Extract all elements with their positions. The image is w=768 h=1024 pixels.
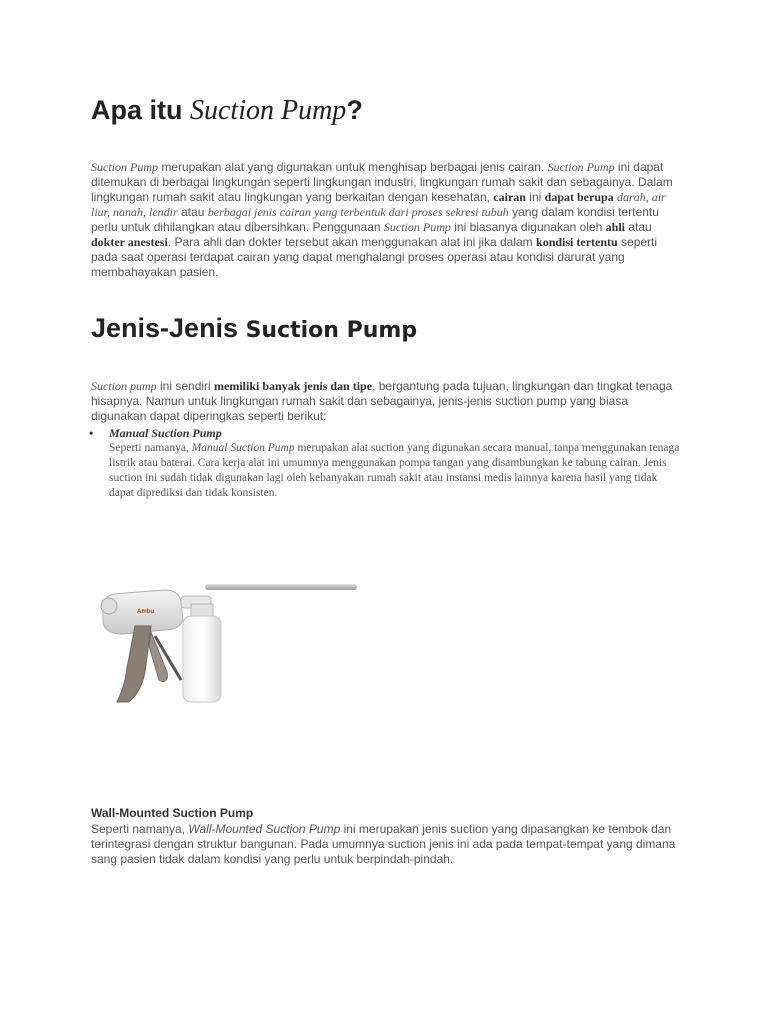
intro-term: Suction Pump bbox=[383, 220, 451, 234]
title-suffix: ? bbox=[346, 95, 363, 125]
types-text: , bergantung pada tujuan, lingkungan dan tingkat tenaga hisapnya. Namun untuk lingkungan rumah sakit dan sebagainya, jenis-jenis suction pump yang biasa digunakan dapat diperingkas seperti berikut: bbox=[91, 379, 673, 423]
wall-mounted-title: Wall-Mounted Suction Pump bbox=[91, 806, 254, 820]
intro-bold: dapat berupa bbox=[544, 190, 614, 204]
section-heading-sub: Suction Pump bbox=[245, 318, 418, 343]
product-label: Ambu bbox=[137, 609, 154, 615]
manual-suction-pump-image bbox=[95, 576, 359, 716]
intro-paragraph bbox=[91, 160, 681, 280]
types-intro-paragraph bbox=[91, 379, 681, 424]
types-text: ini sendiri bbox=[156, 379, 215, 393]
intro-bold: kondisi tertentu bbox=[536, 235, 618, 249]
types-list bbox=[91, 426, 681, 501]
intro-text: yang dalam kondisi tertentu perlu untuk dihilangkan atau dibersihkan. Penggunaan bbox=[91, 205, 659, 234]
title-italic: Suction Pump bbox=[190, 95, 347, 126]
intro-text: . Para ahli dan dokter tersebut akan menggunakan alat ini jika dalam bbox=[167, 235, 537, 249]
manual-text: merupakan alat suction yang digunakan secara manual, tanpa menggunakan tenaga listrik atau baterai. Cara kerja alat ini umumnya menggunakan pompa tangan yang disambungkan ke tabung cairan. Jenis suction ini sudah tidak digunakan lagi oleh kebanyakan rumah sakit atau instansi medis lainnya karena hasil yang tidak dapat diprediksi dan tidak konsisten. bbox=[109, 442, 680, 499]
manual-text: Seperti namanya, bbox=[109, 442, 192, 454]
manual-description bbox=[91, 441, 681, 501]
manual-title bbox=[91, 426, 681, 441]
intro-bold: dokter anestesi bbox=[91, 235, 168, 249]
intro-term: Suction Pump bbox=[547, 160, 615, 174]
manual-term: Manual Suction Pump bbox=[191, 442, 295, 454]
intro-text: ini bbox=[525, 190, 545, 204]
bullet-icon: • bbox=[89, 426, 94, 440]
title-prefix: Apa itu bbox=[91, 95, 190, 125]
manual-title-text: Manual Suction Pump bbox=[109, 426, 222, 440]
intro-text: seperti pada saat operasi terdapat cairan yang dapat menghalangi proses operasi atau kondisi darurat yang membahayakan pasien. bbox=[91, 235, 658, 279]
intro-italic: berbagai jenis cairan yang terbentuk dari proses sekresi tubuh bbox=[207, 205, 509, 219]
wall-term: Wall-Mounted Suction Pump bbox=[188, 822, 341, 836]
section-heading bbox=[91, 309, 417, 350]
page-title bbox=[91, 92, 363, 129]
intro-text: ini biasanya digunakan oleh bbox=[450, 220, 606, 234]
intro-term: Suction Pump bbox=[91, 160, 158, 174]
intro-text: atau bbox=[625, 220, 652, 234]
intro-text: atau bbox=[177, 205, 208, 219]
intro-text: ini dapat ditemukan di berbagai lingkungan seperti lingkungan industri, lingkungan rumah sakit dan sebagainya. Dalam lingkungan rumah sakit atau lingkungan yang berkaitan dengan kesehatan, bbox=[91, 160, 673, 204]
types-bold: memiliki banyak jenis dan tipe bbox=[214, 379, 373, 393]
wall-mounted-paragraph bbox=[91, 822, 681, 867]
list-item bbox=[91, 426, 681, 501]
types-term: Suction pump bbox=[91, 379, 157, 393]
wall-text: Seperti namanya, bbox=[91, 822, 189, 836]
intro-bold: cairan bbox=[493, 190, 526, 204]
wall-text: ini merupakan jenis suction yang dipasangkan ke tembok dan terintegrasi dengan struktur bangunan. Pada umumnya suction jenis ini ada pada tempat-tempat yang dimana sang pasien tidak dalam kondisi yang perlu untuk berpindah-pindah. bbox=[91, 822, 676, 866]
intro-bold: ahli bbox=[605, 220, 626, 234]
suction-pump-illustration bbox=[95, 576, 359, 716]
intro-text: merupakan alat yang digunakan untuk menghisap berbagai jenis cairan. bbox=[158, 160, 548, 174]
section-heading-main: Jenis-Jenis bbox=[91, 313, 246, 343]
intro-italic: darah, air liur, nanah, lendir bbox=[91, 190, 666, 219]
